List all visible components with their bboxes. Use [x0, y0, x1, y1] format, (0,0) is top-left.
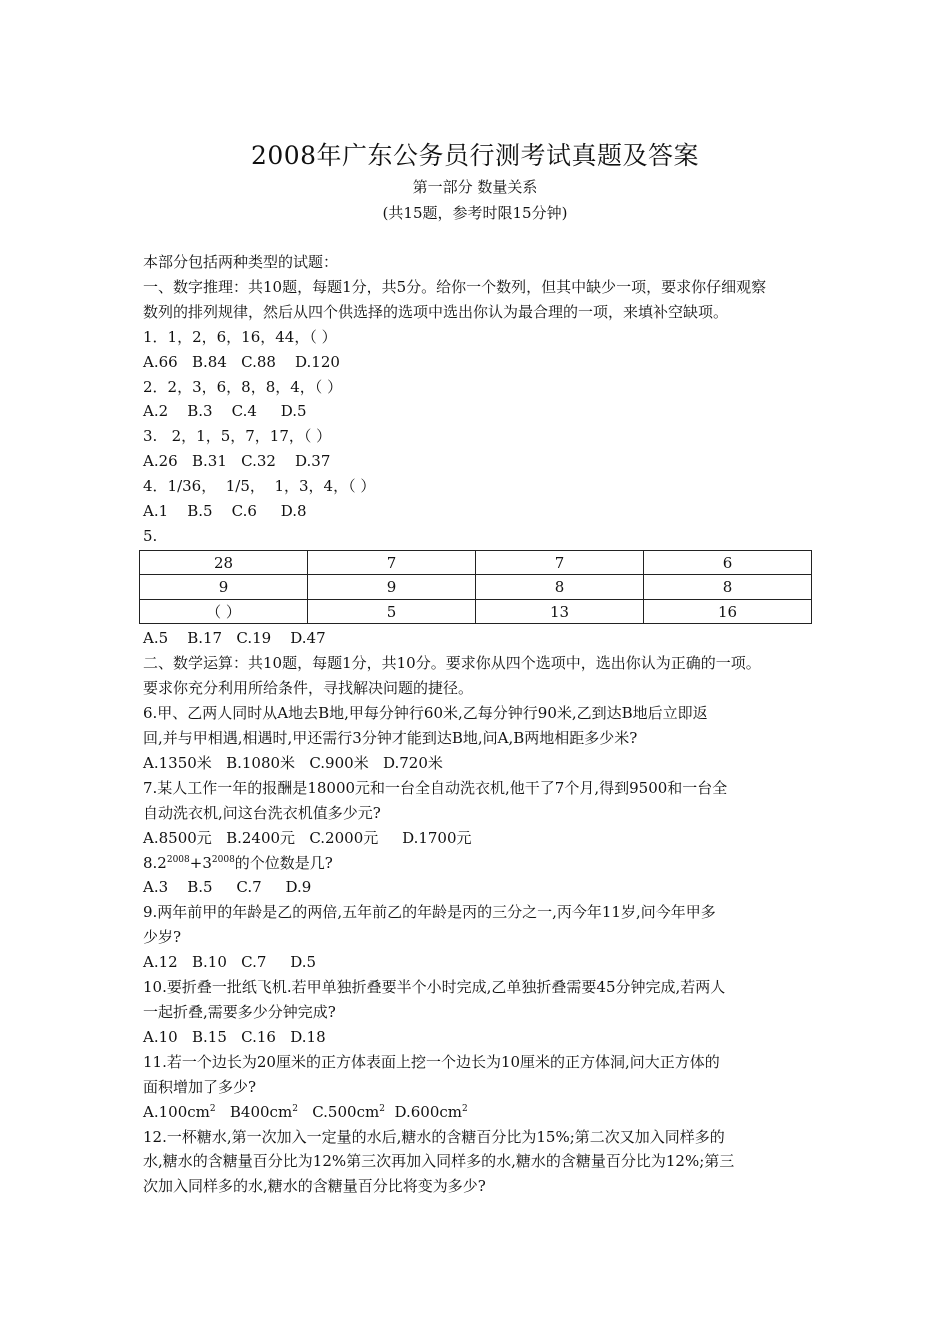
- option-c: C.500cm: [297, 1102, 380, 1121]
- section1-instructions-cont: 数列的排列规律，然后从四个供选择的选项中选出你认为最合理的一项，来填补空缺项。: [143, 302, 729, 321]
- q8-base: 8.2: [143, 853, 167, 872]
- question-9: 9.两年前甲的年龄是乙的两倍,五年前乙的年龄是丙的三分之一,丙今年11岁,问今年甲多: [143, 903, 716, 922]
- question-12: 12.一杯糖水,第一次加入一定量的水后,糖水的含糖百分比为15%;第二次又加入同样多的: [143, 1127, 725, 1146]
- intro-text: 本部分包括两种类型的试题：: [143, 253, 339, 271]
- question-7-cont: 自动洗衣机,问这台洗衣机值多少元?: [143, 803, 381, 822]
- q8-text: 的个位数是几?: [234, 853, 333, 872]
- question-12-cont: 水,糖水的含糖量百分比为12%第三次再加入同样多的水,糖水的含糖量百分比为12%;第三: [143, 1152, 735, 1171]
- table-cell: 13: [476, 599, 644, 624]
- table-cell: （ ）: [140, 599, 308, 624]
- table-cell: 28: [140, 550, 308, 575]
- option-b: B400cm: [215, 1102, 293, 1121]
- question-6-options: A.1350米 B.1080米 C.900米 D.720米: [143, 753, 443, 772]
- table-cell: 16: [644, 599, 812, 624]
- question-4: 4．1/36， 1/5， 1，3，4，（ ）: [143, 477, 376, 496]
- section1-instructions: 一、数字推理：共10题，每题1分，共5分。给你一个数列，但其中缺少一项，要求你仔细观察: [143, 277, 767, 296]
- question-4-options: A.1 B.5 C.6 D.8: [143, 502, 307, 521]
- question-7-options: A.8500元 B.2400元 C.2000元 D.1700元: [143, 828, 472, 847]
- question-6: 6.甲、乙两人同时从A地去B地,甲每分钟行60米,乙每分钟行90米,乙到达B地后立即返: [143, 704, 708, 723]
- table-row: [140, 550, 812, 575]
- table-cell: 9: [140, 575, 308, 600]
- question-2-options: A.2 B.3 C.4 D.5: [143, 402, 307, 421]
- page-title: 2008年广东公务员行测考试真题及答案: [250, 141, 700, 170]
- question-11: 11.若一个边长为20厘米的正方体表面上挖一个边长为10厘米的正方体洞,问大正方体的: [143, 1052, 720, 1071]
- squared-mark: 2: [379, 1103, 385, 1114]
- question-10: 10.要折叠一批纸飞机.若甲单独折叠要半个小时完成,乙单独折叠需要45分钟完成,若两人: [143, 978, 726, 997]
- q8-exponent: 2008: [211, 854, 235, 865]
- section-heading: 第一部分 数量关系: [412, 178, 538, 196]
- table-cell: 8: [476, 575, 644, 600]
- squared-mark: 2: [209, 1103, 216, 1114]
- option-a: A.100cm: [143, 1102, 210, 1121]
- question-1-options: A.66 B.84 C.88 D.120: [143, 352, 340, 371]
- question-2: 2．2，3，6，8，8，4，（ ）: [143, 377, 343, 396]
- question-11-options: [143, 1100, 813, 1125]
- option-d: D.600cm: [384, 1102, 462, 1121]
- section2-instructions: 二、数学运算：共10题，每题1分，共10分。要求你从四个选项中，选出你认为正确的一项。: [143, 654, 761, 673]
- question-3: 3. 2，1，5，7，17，（ ）: [143, 427, 332, 446]
- q8-base: +3: [189, 853, 212, 872]
- question-12-cont: 次加入同样多的水,糖水的含糖量百分比将变为多少?: [143, 1177, 486, 1196]
- squared-mark: 2: [462, 1103, 468, 1114]
- question-11-cont: 面积增加了多少?: [143, 1077, 257, 1096]
- question-5-options: A.5 B.17 C.19 D.47: [143, 629, 326, 648]
- table-cell: 5: [308, 599, 476, 624]
- table-cell: 9: [308, 575, 476, 600]
- question-8: [143, 851, 813, 876]
- question-7: 7.某人工作一年的报酬是18000元和一台全自动洗衣机,他干了7个月,得到9500和一台全: [143, 778, 728, 797]
- section2-instructions-cont: 要求你充分利用所给条件，寻找解决问题的捷径。: [143, 679, 474, 698]
- q8-exponent: 2008: [166, 854, 190, 865]
- question-9-options: A.12 B.10 C.7 D.5: [143, 953, 317, 972]
- time-note: (共15题，参考时限15分钟): [382, 204, 568, 222]
- question-6-cont: 回,并与甲相遇,相遇时,甲还需行3分钟才能到达B地,问A,B两地相距多少米?: [143, 729, 638, 747]
- table-row: [140, 575, 812, 600]
- question-1: 1．1，2，6，16，44，（ ）: [143, 327, 337, 346]
- table-cell: 6: [644, 550, 812, 575]
- table-cell: 8: [644, 575, 812, 600]
- table-cell: 7: [476, 550, 644, 575]
- squared-mark: 2: [292, 1103, 298, 1114]
- table-cell: 7: [308, 550, 476, 575]
- question-10-cont: 一起折叠,需要多少分钟完成?: [143, 1002, 336, 1021]
- question-5-table: [139, 550, 812, 625]
- document-body: [143, 250, 813, 1199]
- question-9-cont: 少岁?: [143, 928, 182, 947]
- question-3-options: A.26 B.31 C.32 D.37: [143, 452, 331, 471]
- table-row: [140, 599, 812, 624]
- question-5: 5.: [143, 526, 158, 545]
- question-8-options: A.3 B.5 C.7 D.9: [143, 878, 312, 897]
- question-10-options: A.10 B.15 C.16 D.18: [143, 1027, 326, 1046]
